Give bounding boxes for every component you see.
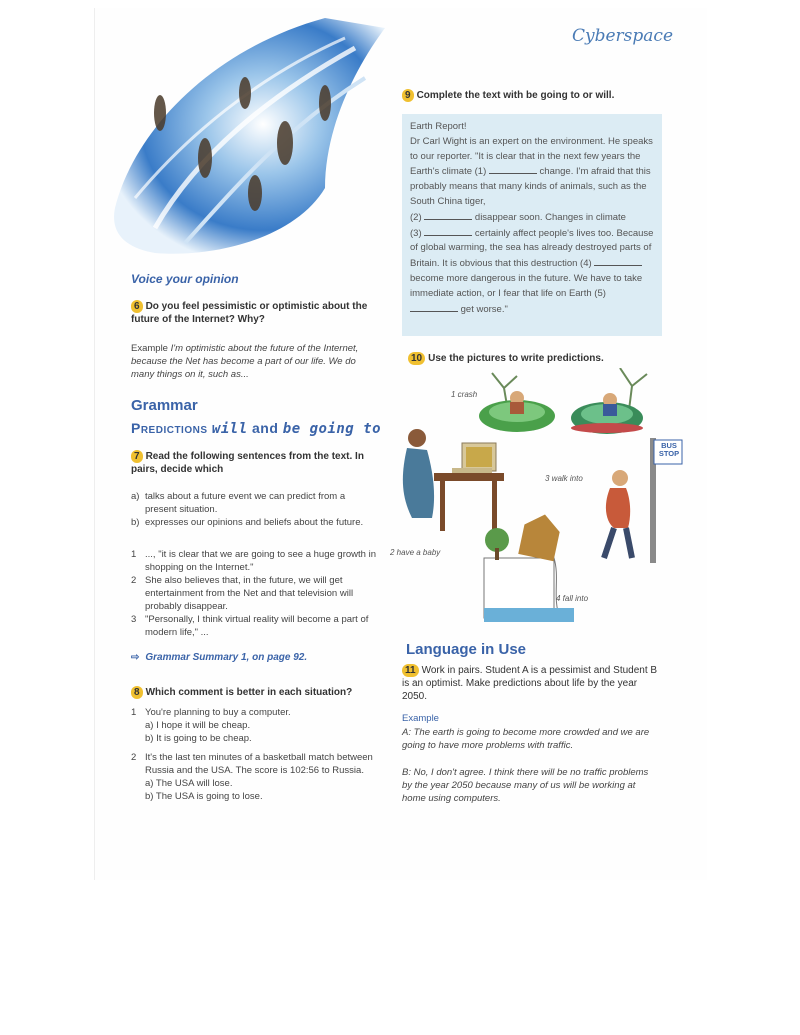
example-a-line: A: The earth is going to become more crowded and we are going to have more problems with traffic. <box>402 727 650 751</box>
task-number: 8 <box>131 686 143 699</box>
cyberspace-swirl-illustration <box>95 8 395 270</box>
task-number: 10 <box>408 352 425 365</box>
task-number: 9 <box>402 89 414 102</box>
example-b-line: B: No, I don't agree. I think there will be no traffic problems by the year 2050 because many of us will be working at home using computers. <box>402 767 649 804</box>
blank-4[interactable] <box>594 256 642 266</box>
sentence-item <box>131 574 376 613</box>
task-text: Work in pairs. Student A is a pessimist and Student B is an optimist. Make predictions about life by the year 2050. <box>402 665 658 702</box>
voice-example <box>131 342 376 381</box>
option-text: expresses our opinions and beliefs about the future. <box>145 517 364 528</box>
task-9 <box>402 89 614 102</box>
choice-b: b) The USA is going to lose. <box>145 791 263 802</box>
option-item <box>131 516 376 529</box>
report-text: certainly affect people's lives too. Because of global warming, the sea has already destroyed parts of Britain. It is obvious that this destruction (4) <box>410 227 654 270</box>
example-text: I'm optimistic about the future of the Internet, because the Net has become a part of our life. We do many things on it, such as... <box>131 343 359 380</box>
will-word: will <box>211 421 248 437</box>
going-to-word: be going to <box>282 421 382 437</box>
options-list <box>131 490 376 529</box>
predictions-pictures <box>392 368 692 628</box>
bus-stop-sign: BUS STOP <box>658 441 680 458</box>
sentence-num: 1 <box>131 549 137 560</box>
blank-5[interactable] <box>410 302 458 312</box>
task-text: Do you feel pessimistic or optimistic about the future of the Internet? Why? <box>131 301 368 325</box>
language-in-use-title: Language in Use <box>406 641 527 658</box>
sentence-text: ..., "it is clear that we are going to see a huge growth in shopping on the Internet." <box>145 549 376 573</box>
task-number: 11 <box>402 664 419 677</box>
situation-item <box>131 706 376 745</box>
grammar-summary-link[interactable] <box>131 652 307 663</box>
report-text: get worse." <box>460 303 508 315</box>
bumper-car-left <box>479 373 555 432</box>
task-8 <box>131 686 352 699</box>
earth-report-box <box>402 114 662 336</box>
situation-text: You're planning to buy a computer. <box>145 707 291 718</box>
summary-text: Grammar Summary 1, on page 92. <box>145 652 308 663</box>
sentence-text: "Personally, I think virtual reality will become a part of modern life," ... <box>145 614 369 638</box>
bumper-car-right <box>571 368 647 434</box>
and-word: and <box>252 420 279 436</box>
example-label: Example <box>131 343 168 354</box>
task-text: Complete the text with be going to or will. <box>416 90 615 101</box>
report-text: disappear soon. Changes in climate <box>474 211 626 223</box>
option-text: talks about a future event we can predict from a present situation. <box>145 491 346 515</box>
sentence-item <box>131 613 376 639</box>
task-text: Read the following sentences from the text. In pairs, decide which <box>131 451 364 475</box>
option-label: b) <box>131 517 140 528</box>
caption-have-a-baby: 2 have a baby <box>390 548 441 557</box>
section-title: Cyberspace <box>572 26 674 46</box>
choice-a: a) I hope it will be cheap. <box>145 720 251 731</box>
blank-3[interactable] <box>424 226 472 236</box>
report-text: become more dangerous in the future. We have to take immediate action, or I fear that life on Earth (5) <box>410 272 643 299</box>
example-label: Example <box>402 713 439 724</box>
predictions-word: Predictions <box>131 420 208 436</box>
predictions-title <box>131 420 381 437</box>
house-falling-into-sea <box>484 511 574 622</box>
choice-a: a) The USA will lose. <box>145 778 233 789</box>
report-text: change. I'm afraid that this probably means that many kinds of animals, such as the South China tiger, <box>410 166 651 207</box>
sentence-num: 3 <box>131 614 137 625</box>
sentences-list <box>131 548 376 639</box>
task-number: 7 <box>131 450 143 463</box>
grammar-title: Grammar <box>131 397 198 414</box>
task-7 <box>131 450 371 476</box>
task-11 <box>402 664 660 703</box>
caption-crash: 1 crash <box>451 390 478 399</box>
caption-fall-into: 4 fall into <box>556 594 589 603</box>
blank-2[interactable] <box>424 210 472 220</box>
choice-b: b) It is going to be cheap. <box>145 733 252 744</box>
sentence-num: 2 <box>131 575 137 586</box>
blank-1[interactable] <box>489 164 537 174</box>
task-text: Which comment is better in each situation? <box>145 687 353 698</box>
blank-label: (2) <box>410 211 422 223</box>
task-number: 6 <box>131 300 143 313</box>
blank-label: (3) <box>410 227 422 239</box>
situation-num: 1 <box>131 707 137 718</box>
situations-list <box>131 706 376 803</box>
arrow-right-icon: ⇨ <box>131 652 140 663</box>
voice-heading: Voice your opinion <box>131 272 239 286</box>
situation-item <box>131 751 376 803</box>
caption-walk-into: 3 walk into <box>545 474 583 483</box>
woman-at-computer <box>403 429 504 531</box>
task-text: Use the pictures to write predictions. <box>428 353 604 364</box>
report-text: Dr Carl Wight is an expert on the environment. He speaks to our reporter. "It is clear that in the next few years the Earth's climate (1) <box>410 135 653 178</box>
sentence-text: She also believes that, in the future, we will get entertainment from the Net and that television will probably disappear. <box>145 575 354 612</box>
option-item <box>131 490 376 516</box>
sentence-item <box>131 548 376 574</box>
report-title: Earth Report! <box>410 121 467 132</box>
option-label: a) <box>131 491 140 502</box>
situation-num: 2 <box>131 752 137 763</box>
task-10 <box>408 352 604 365</box>
situation-text: It's the last ten minutes of a basketball match between Russia and the USA. The score is 102:56 to Russia. <box>145 752 373 776</box>
task-6 <box>131 300 371 326</box>
